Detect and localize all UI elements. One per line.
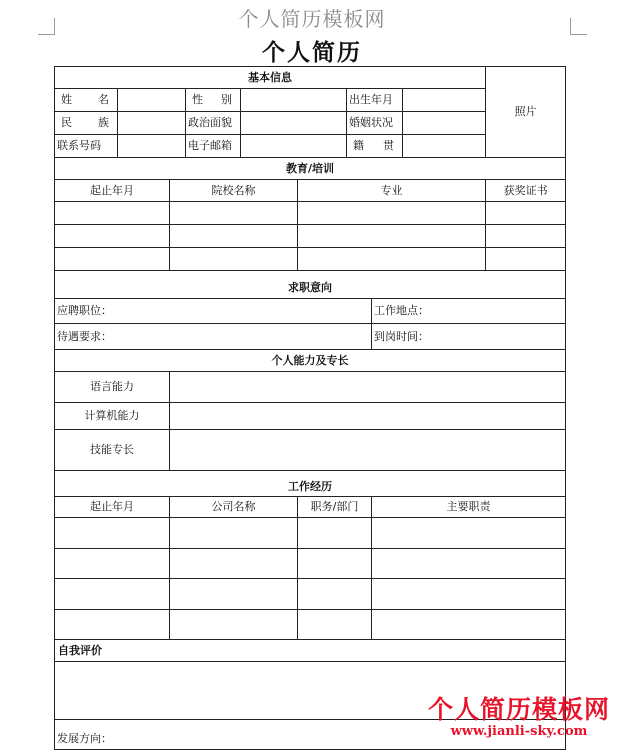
field-language[interactable]: [170, 372, 566, 403]
field-arrival[interactable]: 到岗时间：: [372, 324, 566, 350]
edu-cell[interactable]: [55, 202, 170, 225]
section-education: 教育/培训: [55, 158, 566, 180]
field-marital[interactable]: [403, 112, 486, 135]
work-cell[interactable]: [372, 579, 566, 610]
photo-cell[interactable]: [486, 67, 566, 158]
field-position[interactable]: 应聘职位：: [55, 299, 372, 324]
site-watermark: [428, 690, 610, 739]
label-phone: 联系号码: [55, 135, 118, 158]
field-gender[interactable]: [241, 89, 347, 112]
edu-header-major: 专业: [298, 180, 486, 202]
field-salary[interactable]: 待遇要求：: [55, 324, 372, 350]
label-ethnicity: 民 族: [55, 112, 118, 135]
field-birth[interactable]: [403, 89, 486, 112]
work-cell[interactable]: [55, 549, 170, 579]
table-row: [55, 549, 566, 579]
edu-header-period: 起止年月: [55, 180, 170, 202]
work-cell[interactable]: [170, 579, 298, 610]
edu-cell[interactable]: [486, 248, 566, 271]
label-birth: 出生年月: [347, 89, 403, 112]
edu-header-awards: 获奖证书: [486, 180, 566, 202]
table-row: [55, 202, 566, 225]
edu-header-school: 院校名称: [170, 180, 298, 202]
work-cell[interactable]: [372, 549, 566, 579]
label-native: 籍 贯: [347, 135, 403, 158]
edu-cell[interactable]: [298, 248, 486, 271]
field-location[interactable]: 工作地点：: [372, 299, 566, 324]
section-intention: 求职意向: [55, 271, 566, 299]
label-name: 姓 名: [55, 89, 118, 112]
resume-table: [54, 66, 566, 750]
work-cell[interactable]: [372, 610, 566, 640]
section-basic-info: 基本信息: [55, 67, 486, 89]
work-header-company: 公司名称: [170, 497, 298, 518]
table-row: [55, 610, 566, 640]
label-technical: 技能专长: [55, 430, 170, 471]
watermark-name: 个人简历模板网: [427, 695, 610, 724]
work-header-period: 起止年月: [55, 497, 170, 518]
edu-cell[interactable]: [298, 225, 486, 248]
edu-cell[interactable]: [298, 202, 486, 225]
field-name[interactable]: [118, 89, 186, 112]
work-cell[interactable]: [55, 518, 170, 549]
label-gender: 性 别: [186, 89, 241, 112]
edu-cell[interactable]: [170, 202, 298, 225]
label-computer: 计算机能力: [55, 403, 170, 430]
field-email[interactable]: [241, 135, 347, 158]
field-technical[interactable]: [170, 430, 566, 471]
work-cell[interactable]: [298, 579, 372, 610]
work-cell[interactable]: [170, 610, 298, 640]
section-skills: 个人能力及专长: [55, 350, 566, 372]
table-row: [55, 225, 566, 248]
work-cell[interactable]: [170, 518, 298, 549]
work-header-position: 职务/部门: [298, 497, 372, 518]
work-cell[interactable]: [298, 549, 372, 579]
watermark-url: www.jianli-sky.com: [450, 724, 588, 739]
work-cell[interactable]: [55, 610, 170, 640]
work-cell[interactable]: [298, 518, 372, 549]
table-row: [55, 248, 566, 271]
section-self-evaluation: 自我评价: [55, 640, 566, 662]
label-language: 语言能力: [55, 372, 170, 403]
page-title: 个人简历: [262, 39, 362, 66]
label-political: 政治面貌: [186, 112, 241, 135]
work-header-duties: 主要职责: [372, 497, 566, 518]
work-cell[interactable]: [170, 549, 298, 579]
header-watermark-title: 个人简历模板网: [238, 7, 386, 31]
label-marital: 婚姻状况: [347, 112, 403, 135]
field-phone[interactable]: [118, 135, 186, 158]
field-computer[interactable]: [170, 403, 566, 430]
edu-cell[interactable]: [170, 248, 298, 271]
edu-cell[interactable]: [55, 225, 170, 248]
edu-cell[interactable]: [486, 202, 566, 225]
photo-label: 照片: [514, 105, 537, 118]
table-row: [55, 579, 566, 610]
edu-cell[interactable]: [170, 225, 298, 248]
label-email: 电子邮箱: [186, 135, 241, 158]
section-work: 工作经历: [55, 471, 566, 497]
field-direction[interactable]: 发展方向：: [55, 720, 566, 750]
work-cell[interactable]: [298, 610, 372, 640]
field-native[interactable]: [403, 135, 486, 158]
field-ethnicity[interactable]: [118, 112, 186, 135]
work-cell[interactable]: [55, 579, 170, 610]
field-political[interactable]: [241, 112, 347, 135]
work-cell[interactable]: [372, 518, 566, 549]
edu-cell[interactable]: [486, 225, 566, 248]
table-row: [55, 518, 566, 549]
edu-cell[interactable]: [55, 248, 170, 271]
